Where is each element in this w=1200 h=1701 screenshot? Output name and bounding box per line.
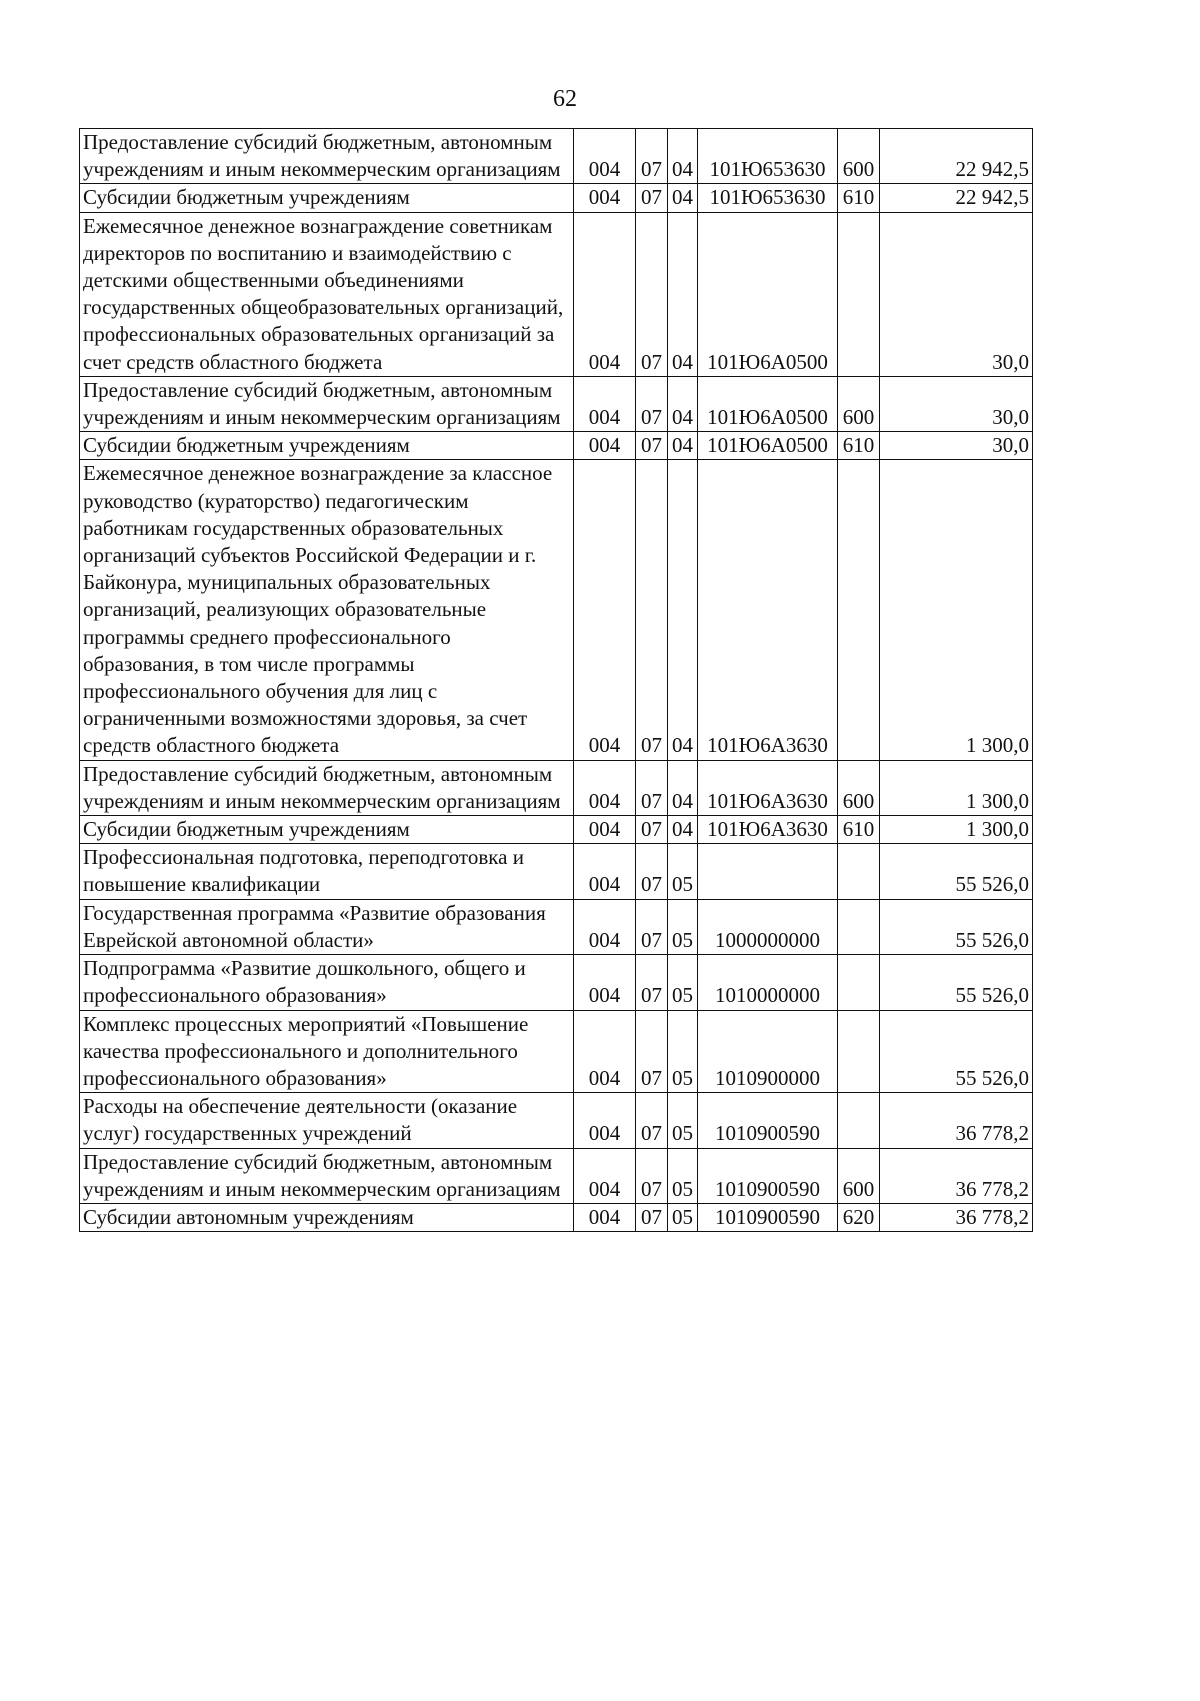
row-expense-type [838,1010,880,1093]
row-amount: 1 300,0 [880,460,1033,760]
budget-table-body [80,129,1033,1232]
row-expense-type: 620 [838,1203,880,1231]
row-expense-type [838,212,880,376]
row-expense-type: 600 [838,376,880,431]
row-ministry-code: 004 [574,844,636,899]
table-row [80,760,1033,815]
table-row [80,844,1033,899]
row-subsection-code: 05 [668,844,698,899]
row-ministry-code: 004 [574,1010,636,1093]
row-amount: 30,0 [880,212,1033,376]
row-name: Ежемесячное денежное вознаграждение советникам директоров по воспитанию и взаимодействию с детскими общественными объединениями государственных общеобразовательных организаций, профессиональных образовательных организаций за счет средств областного бюджета [80,212,574,376]
row-target-article: 101Ю6А0500 [698,432,838,460]
row-ministry-code: 004 [574,212,636,376]
row-ministry-code: 004 [574,376,636,431]
row-ministry-code: 004 [574,955,636,1010]
row-target-article: 1010900590 [698,1148,838,1203]
row-section-code: 07 [636,460,668,760]
table-row [80,816,1033,844]
row-section-code: 07 [636,760,668,815]
row-amount: 30,0 [880,376,1033,431]
row-subsection-code: 04 [668,212,698,376]
row-subsection-code: 04 [668,760,698,815]
row-ministry-code: 004 [574,816,636,844]
table-row [80,1203,1033,1231]
row-section-code: 07 [636,1203,668,1231]
row-section-code: 07 [636,432,668,460]
row-expense-type: 610 [838,184,880,212]
row-subsection-code: 04 [668,460,698,760]
row-expense-type: 610 [838,432,880,460]
row-target-article: 101Ю6А3630 [698,460,838,760]
row-expense-type [838,899,880,954]
row-target-article: 1010900590 [698,1203,838,1231]
row-expense-type: 600 [838,760,880,815]
row-expense-type: 600 [838,129,880,184]
row-subsection-code: 04 [668,432,698,460]
row-name: Подпрограмма «Развитие дошкольного, общего и профессионального образования» [80,955,574,1010]
row-amount: 55 526,0 [880,1010,1033,1093]
row-name: Расходы на обеспечение деятельности (оказание услуг) государственных учреждений [80,1093,574,1148]
row-amount: 55 526,0 [880,955,1033,1010]
row-amount: 36 778,2 [880,1203,1033,1231]
table-row [80,460,1033,760]
row-name: Субсидии бюджетным учреждениям [80,184,574,212]
row-target-article: 1000000000 [698,899,838,954]
row-ministry-code: 004 [574,460,636,760]
row-amount: 36 778,2 [880,1148,1033,1203]
table-row [80,899,1033,954]
row-expense-type [838,844,880,899]
row-section-code: 07 [636,1093,668,1148]
row-ministry-code: 004 [574,1093,636,1148]
row-section-code: 07 [636,899,668,954]
row-subsection-code: 04 [668,184,698,212]
row-name: Субсидии бюджетным учреждениям [80,432,574,460]
row-expense-type [838,460,880,760]
table-row [80,955,1033,1010]
row-amount: 1 300,0 [880,816,1033,844]
row-target-article: 101Ю653630 [698,129,838,184]
row-ministry-code: 004 [574,1203,636,1231]
row-target-article: 1010900000 [698,1010,838,1093]
row-amount: 22 942,5 [880,184,1033,212]
row-amount: 22 942,5 [880,129,1033,184]
row-amount: 55 526,0 [880,844,1033,899]
row-section-code: 07 [636,212,668,376]
row-expense-type [838,955,880,1010]
row-name: Предоставление субсидий бюджетным, автономным учреждениям и иным некоммерческим организациям [80,760,574,815]
row-name: Ежемесячное денежное вознаграждение за классное руководство (кураторство) педагогическим работникам государственных образовательных организаций субъектов Российской Федерации и г. Байконура, муниципальных образовательных организаций, реализующих образовательные программы среднего профессионального образования, в том числе программы профессионального обучения для лиц с ограниченными возможностями здоровья, за счет средств областного бюджета [80,460,574,760]
row-amount: 30,0 [880,432,1033,460]
row-target-article: 101Ю6А3630 [698,816,838,844]
row-name: Предоставление субсидий бюджетным, автономным учреждениям и иным некоммерческим организациям [80,129,574,184]
row-subsection-code: 04 [668,376,698,431]
row-name: Предоставление субсидий бюджетным, автономным учреждениям и иным некоммерческим организациям [80,1148,574,1203]
budget-table [79,128,1033,1232]
row-section-code: 07 [636,844,668,899]
row-subsection-code: 05 [668,1148,698,1203]
row-target-article: 1010000000 [698,955,838,1010]
row-section-code: 07 [636,1148,668,1203]
row-expense-type: 600 [838,1148,880,1203]
table-row [80,212,1033,376]
row-name: Комплекс процессных мероприятий «Повышение качества профессионального и дополнительного профессионального образования» [80,1010,574,1093]
table-row [80,432,1033,460]
row-subsection-code: 05 [668,1010,698,1093]
row-subsection-code: 05 [668,899,698,954]
row-target-article: 1010900590 [698,1093,838,1148]
table-row [80,376,1033,431]
table-row [80,184,1033,212]
row-section-code: 07 [636,955,668,1010]
row-name: Предоставление субсидий бюджетным, автономным учреждениям и иным некоммерческим организациям [80,376,574,431]
row-ministry-code: 004 [574,184,636,212]
row-section-code: 07 [636,1010,668,1093]
row-target-article: 101Ю6А0500 [698,212,838,376]
row-section-code: 07 [636,129,668,184]
row-amount: 36 778,2 [880,1093,1033,1148]
row-ministry-code: 004 [574,899,636,954]
row-section-code: 07 [636,376,668,431]
row-section-code: 07 [636,184,668,212]
row-subsection-code: 05 [668,1203,698,1231]
row-target-article [698,844,838,899]
row-name: Субсидии бюджетным учреждениям [80,816,574,844]
table-row [80,1093,1033,1148]
row-ministry-code: 004 [574,432,636,460]
row-subsection-code: 04 [668,816,698,844]
row-target-article: 101Ю6А3630 [698,760,838,815]
row-expense-type [838,1093,880,1148]
row-name: Государственная программа «Развитие образования Еврейской автономной области» [80,899,574,954]
row-section-code: 07 [636,816,668,844]
row-target-article: 101Ю6А0500 [698,376,838,431]
row-amount: 1 300,0 [880,760,1033,815]
page-number: 62 [553,86,577,112]
row-name: Профессиональная подготовка, переподготовка и повышение квалификации [80,844,574,899]
table-row [80,129,1033,184]
row-ministry-code: 004 [574,760,636,815]
row-ministry-code: 004 [574,1148,636,1203]
row-subsection-code: 05 [668,955,698,1010]
row-subsection-code: 05 [668,1093,698,1148]
row-target-article: 101Ю653630 [698,184,838,212]
row-amount: 55 526,0 [880,899,1033,954]
row-expense-type: 610 [838,816,880,844]
row-name: Субсидии автономным учреждениям [80,1203,574,1231]
row-ministry-code: 004 [574,129,636,184]
row-subsection-code: 04 [668,129,698,184]
table-row [80,1148,1033,1203]
table-row [80,1010,1033,1093]
